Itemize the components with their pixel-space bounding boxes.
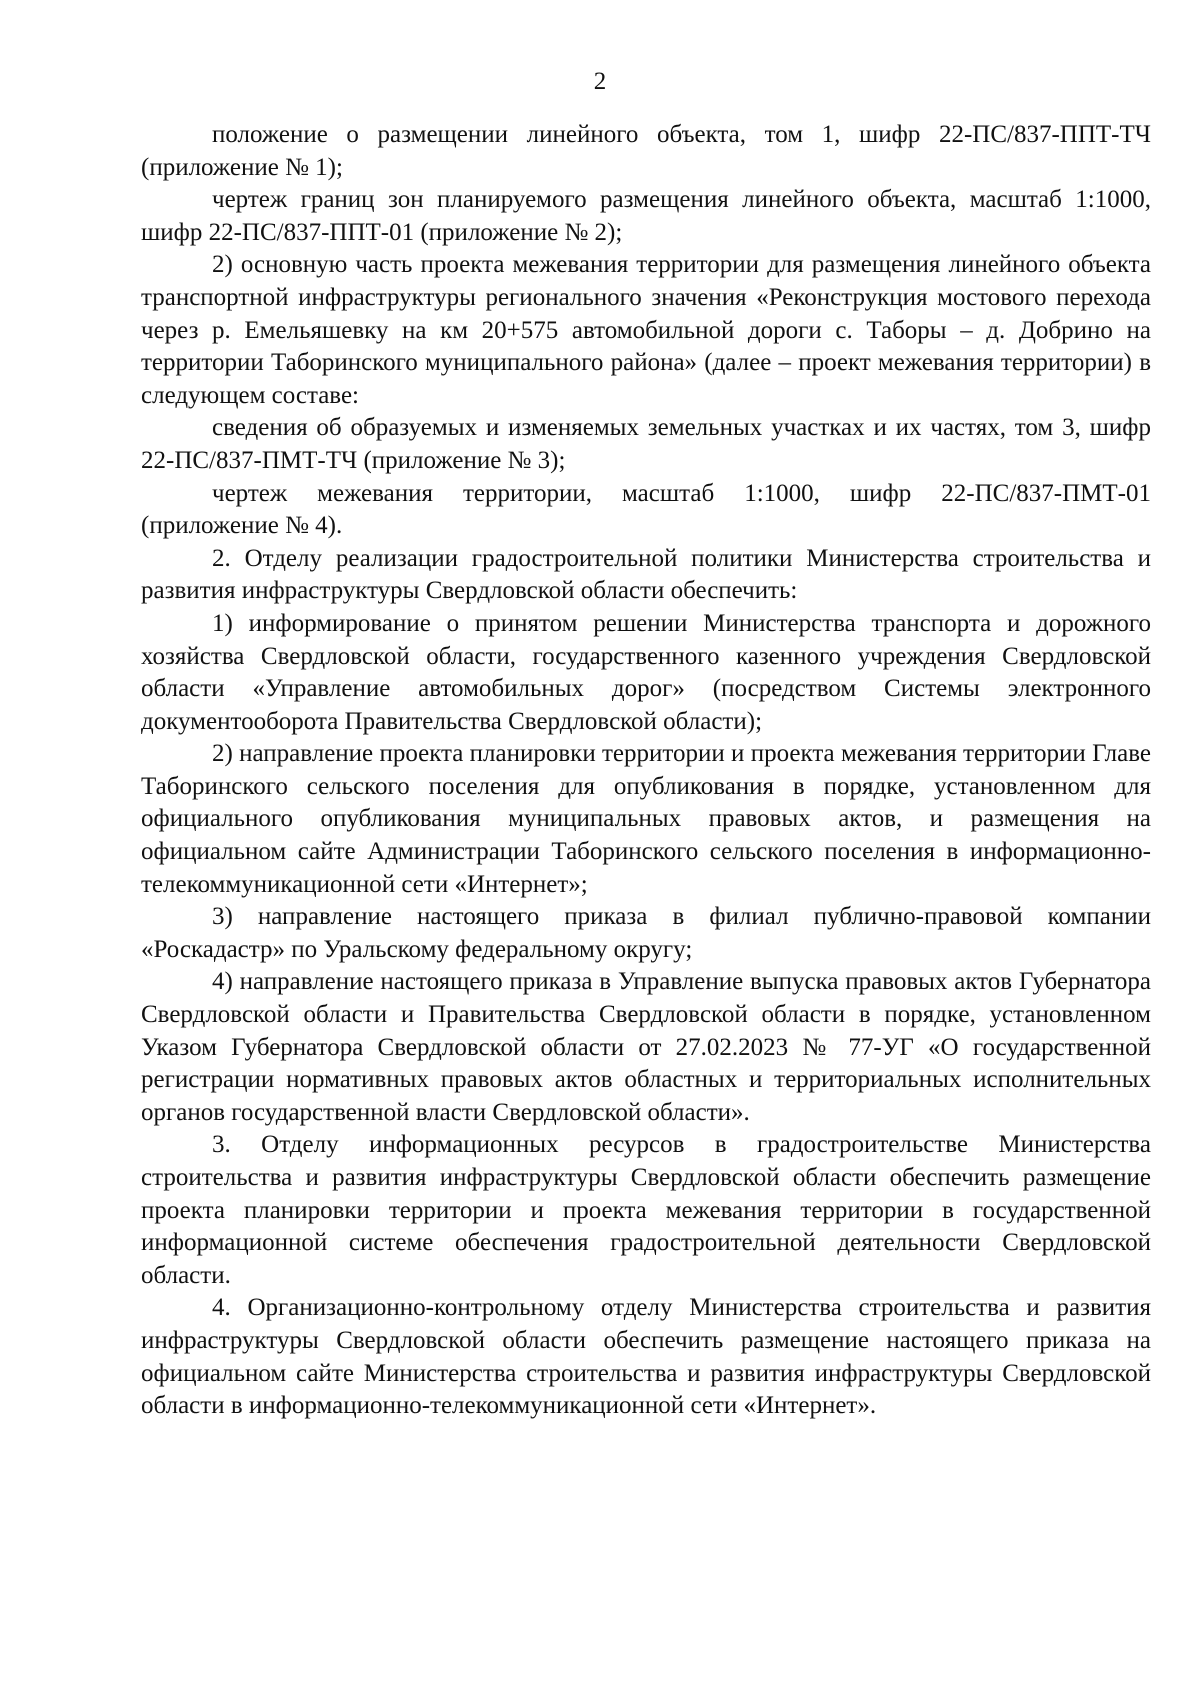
paragraph-item-3: 3. Отделу информационных ресурсов в градостроительстве Министерства строительства и развития инфраструктуры Свердловской области обеспечить размещение проекта планировки территории и проекта межевания территории в государственной информационной системе обеспечения градостроительной деятельности Свердловской области.	[141, 1131, 1151, 1289]
paragraph-item-2-1: 1) информирование о принятом решении Министерства транспорта и дорожного хозяйства Свердловской области, государственного казенного учреждения Свердловской области «Управление автомобильных дорог» (посредством Системы электронного документооборота Правительства Свердловской области);	[141, 609, 1151, 735]
paragraph-ppt-drawing: чертеж границ зон планируемого размещения линейного объекта, масштаб 1:1000, шифр 22-ПС/837-ППТ-01 (приложение № 2);	[141, 186, 1151, 246]
paragraph-pmt-drawing: чертеж межевания территории, масштаб 1:1000, шифр 22-ПС/837-ПМТ-01 (приложение № 4).	[141, 479, 1151, 540]
paragraph-item-2-4: 4) направление настоящего приказа в Управление выпуска правовых актов Губернатора Свердловской области и Правительства Свердловской области в порядке, установленном Указом Губернатора Свердловской области от 27.02.2023 № 77-УГ «О государственной регистрации нормативных правовых актов областных и территориальных исполнительных органов государственной власти Свердловской области».	[141, 968, 1151, 1126]
paragraph-pmt-info: сведения об образуемых и изменяемых земельных участках и их частях, том 3, шифр 22-ПС/837-ПМТ-ТЧ (приложение № 3);	[141, 414, 1151, 474]
paragraph-item-2: 2. Отделу реализации градостроительной политики Министерства строительства и развития инфраструктуры Свердловской области обеспечить:	[141, 544, 1151, 605]
paragraph-item-4: 4. Организационно-контрольному отделу Министерства строительства и развития инфраструктуры Свердловской области обеспечить размещение настоящего приказа на официальном сайте Министерства строительства и развития инфраструктуры Свердловской области в информационно-телекоммуникационной сети «Интернет».	[141, 1294, 1151, 1420]
paragraph-item-2-2: 2) направление проекта планировки территории и проекта межевания территории Главе Таборинского сельского поселения для опубликования в порядке, установленном для официального опубликования муниципальных правовых актов, и размещения на официальном сайте Администрации Таборинского сельского поселения в информационно-телекоммуникационной сети «Интернет»;	[141, 740, 1151, 898]
document-body	[141, 119, 1151, 1423]
paragraph-pmt-main-part: 2) основную часть проекта межевания территории для размещения линейного объекта транспортной инфраструктуры регионального значения «Реконструкция мостового перехода через р. Емельяшевку на км 20+575 автомобильной дороги с. Таборы – д. Добрино на территории Таборинского муниципального района» (далее – проект межевания территории) в следующем составе:	[141, 251, 1151, 409]
paragraph-ppt-position: положение о размещении линейного объекта, том 1, шифр 22-ПС/837-ППТ-ТЧ (приложение № 1);	[141, 121, 1151, 181]
paragraph-item-2-3: 3) направление настоящего приказа в филиал публично-правовой компании «Роскадастр» по Уральскому федеральному округу;	[141, 903, 1151, 963]
page-number: 2	[593, 68, 607, 95]
